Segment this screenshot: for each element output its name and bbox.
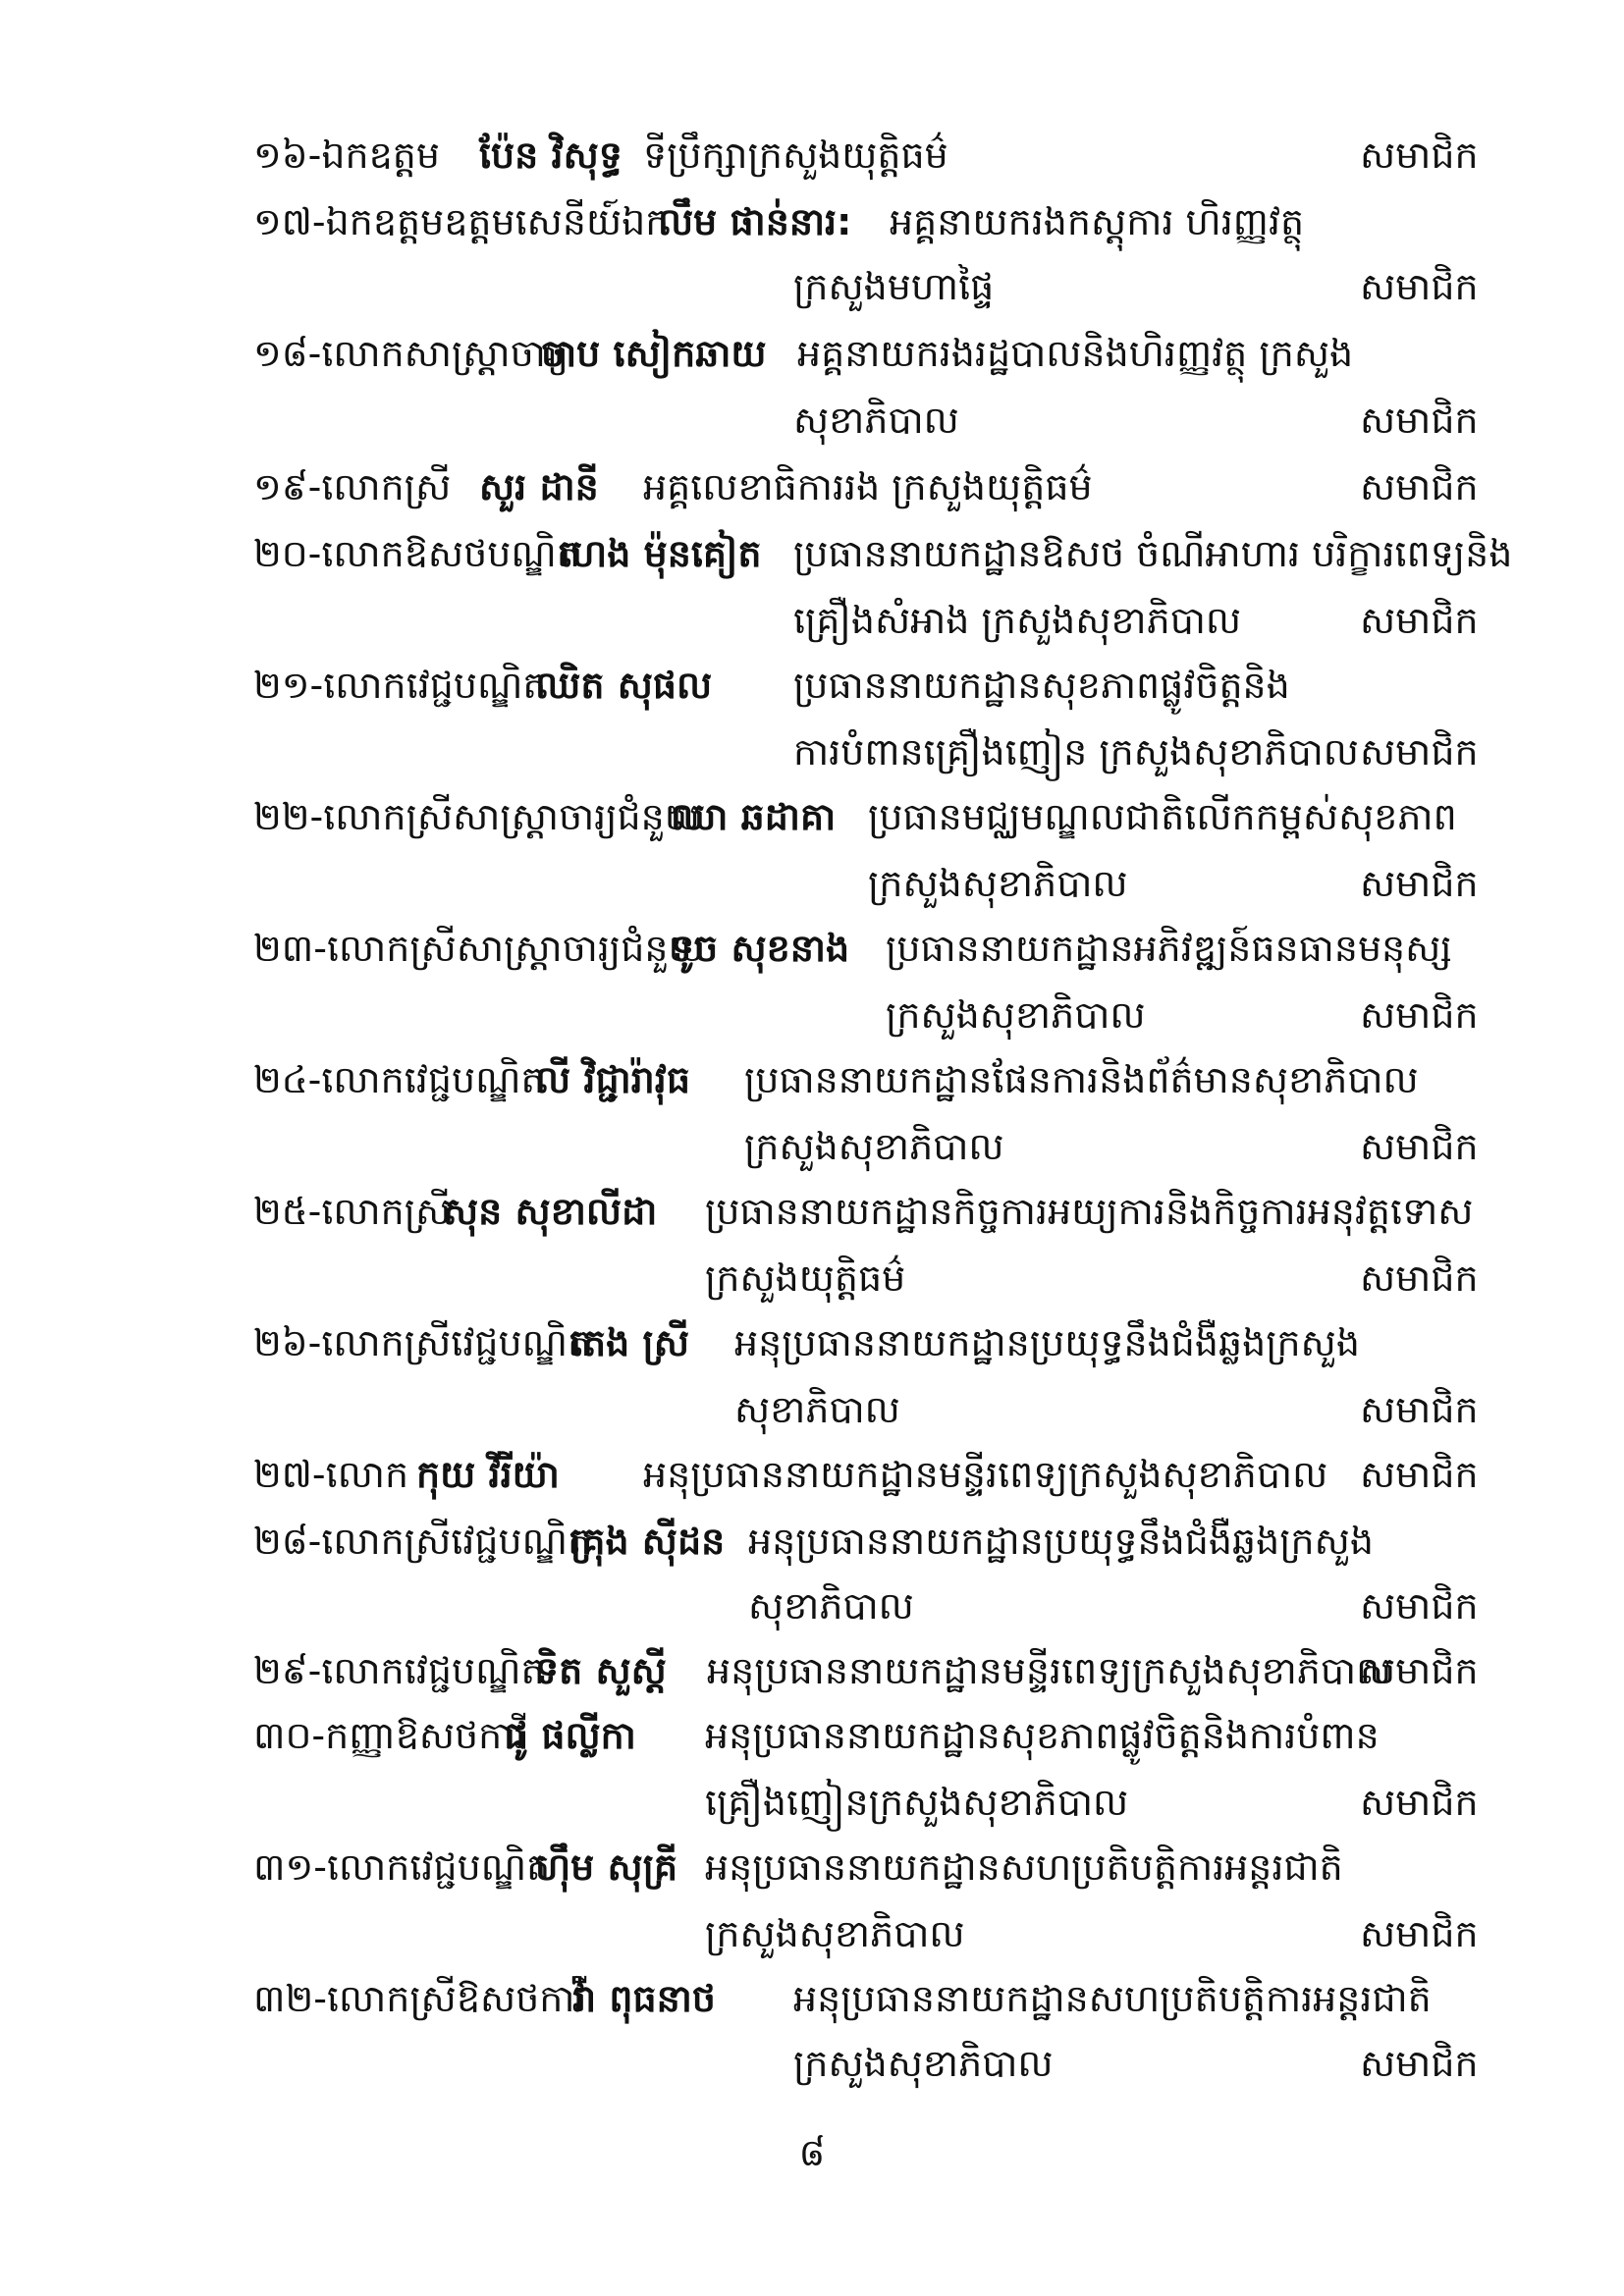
entry-name: សុន សុខាលីដា <box>443 1190 658 1233</box>
entry-status: សមាជិក <box>1360 730 1479 774</box>
entry-18 <box>0 324 1624 383</box>
entry-role: អគ្គលេខាធិការរង ក្រសួងយុត្តិធម៌ <box>643 465 1093 508</box>
entry-name: ឈា ឆដាគា <box>671 795 837 838</box>
entry-name: គ្រុង ស៊ីដន <box>570 1520 726 1563</box>
entry-role-cont: សុខាភិបាល <box>748 1584 914 1628</box>
entry-role: ប្រធានមជ្ឈមណ្ឌលជាតិលើកកម្ពស់សុខភាព <box>868 795 1457 838</box>
entry-name: ទិត សួស្ដី <box>535 1649 667 1692</box>
entry-26-cont <box>0 1380 1624 1439</box>
entry-prefix: ២៧-លោក <box>253 1453 409 1496</box>
entry-role-cont: គ្រឿងញៀនក្រសួងសុខាភិបាល <box>705 1781 1129 1824</box>
entry-prefix: ២៩-លោកវេជ្ជបណ្ឌិត <box>253 1649 545 1692</box>
entry-status: សមាជិក <box>1360 1256 1479 1300</box>
entry-name: កុយ វីរីយ៉ា <box>416 1453 560 1496</box>
entry-status: សមាជិក <box>1360 1584 1479 1628</box>
entry-20 <box>0 524 1624 583</box>
entry-role: ប្រធាននាយកដ្ឋានកិច្ចការអយ្យការនិងកិច្ចការអនុវត្តទោស <box>705 1190 1474 1233</box>
entry-status: សមាជិក <box>1360 265 1479 308</box>
entry-role-cont: ក្រសួងសុខាភិបាល <box>705 1912 965 1955</box>
entry-32 <box>0 1969 1624 2028</box>
entry-29 <box>0 1641 1624 1700</box>
entry-21-cont <box>0 722 1624 781</box>
entry-25 <box>0 1182 1624 1241</box>
entry-23 <box>0 919 1624 978</box>
entry-role-cont: ក្រសួងយុត្តិធម៌ <box>705 1256 906 1300</box>
entry-role: អនុប្រធាននាយកដ្ឋានប្រយុទ្ធនឹងជំងឺឆ្លងក្រសួង <box>748 1520 1374 1563</box>
entry-role: ប្រធាននាយកដ្ឋានអភិវឌ្ឍន៍ធនធានមនុស្ស <box>886 927 1452 970</box>
entry-status: សមាជិក <box>1360 399 1479 442</box>
entry-status: សមាជិក <box>1360 1125 1479 1168</box>
entry-name: តេង ស្រី <box>570 1321 690 1364</box>
entry-role: ប្រធាននាយកដ្ឋានសុខភាពផ្លូវចិត្តនិង <box>793 664 1290 707</box>
entry-role-cont: ក្រសួងសុខាភិបាល <box>886 993 1146 1037</box>
entry-prefix: ១៧-ឯកឧត្តមឧត្តមសេនីយ៍ឯក <box>253 200 670 243</box>
entry-26 <box>0 1313 1624 1372</box>
entry-role: អនុប្រធាននាយកដ្ឋានមន្ទីរពេទ្យក្រសួងសុខាភិបាល <box>643 1453 1328 1496</box>
page-number: ៨ <box>798 2131 826 2174</box>
entry-role: ទីប្រឹក្សាក្រសួងយុត្តិធម៌ <box>643 133 948 177</box>
entry-name: ឈិត សុផល <box>535 664 713 707</box>
entry-18-cont <box>0 391 1624 450</box>
entry-prefix: ៣២-លោកស្រីឱសថការី <box>253 1977 587 2020</box>
entry-name: ហ៊ឹម សុគ្រី <box>535 1845 678 1889</box>
entry-role: អនុប្រធាននាយកដ្ឋានសហប្រតិបត្តិការអន្តរជាតិ <box>705 1845 1343 1889</box>
entry-24 <box>0 1050 1624 1109</box>
entry-prefix: ២៣-លោកស្រីសាស្ត្រាចារ្យជំនួយ <box>253 927 704 970</box>
entry-role-cont: ក្រសួងមហាផ្ទៃ <box>793 265 995 308</box>
entry-name: ជូ ផល្លីកា <box>505 1714 636 1757</box>
entry-25-cont <box>0 1249 1624 1308</box>
entry-role-cont: ក្រសួងសុខាភិបាល <box>868 862 1128 905</box>
entry-28 <box>0 1512 1624 1571</box>
entry-23-cont <box>0 986 1624 1044</box>
entry-role: អនុប្រធាននាយកដ្ឋានមន្ទីរពេទ្យក្រសួងសុខាភិបាល <box>707 1649 1392 1692</box>
entry-name: ប៉ែន វិសុទ្ធ <box>479 133 623 177</box>
entry-19 <box>0 457 1624 516</box>
entry-22-cont <box>0 854 1624 913</box>
entry-prefix: ២១-លោកវេជ្ជបណ្ឌិត <box>253 664 547 707</box>
entry-27 <box>0 1445 1624 1504</box>
entry-prefix: ២៦-លោកស្រីវេជ្ជបណ្ឌិត <box>253 1321 592 1364</box>
entry-prefix: ១៨-លោកសាស្ត្រាចារ្យ <box>253 332 569 375</box>
entry-role: អនុប្រធាននាយកដ្ឋានសុខភាពផ្លូវចិត្តនិងការបំពាន <box>705 1714 1380 1757</box>
entry-28-cont <box>0 1576 1624 1635</box>
entry-status: សមាជិក <box>1360 599 1479 642</box>
entry-prefix: ១៦-ឯកឧត្តម <box>253 133 440 177</box>
entry-role: ប្រធាននាយកដ្ឋានផែនការនិងព័ត៌មានសុខាភិបាល <box>744 1058 1419 1101</box>
entry-status: សមាជិក <box>1360 1453 1479 1496</box>
entry-name: លឹម ផាន់នារ: <box>658 200 852 243</box>
entry-prefix: ២០-លោកឱសថបណ្ឌិត <box>253 532 580 575</box>
entry-17 <box>0 192 1624 251</box>
entry-21 <box>0 656 1624 715</box>
entry-role-cont: ក្រសួងសុខាភិបាល <box>793 2042 1054 2085</box>
entry-status: សមាជិក <box>1360 465 1479 508</box>
entry-20-cont <box>0 591 1624 650</box>
entry-16 <box>0 126 1624 185</box>
entry-17-cont <box>0 257 1624 316</box>
entry-prefix: ២៨-លោកស្រីវេជ្ជបណ្ឌិត <box>253 1520 592 1563</box>
entry-role-cont: ក្រសួងសុខាភិបាល <box>744 1125 1004 1168</box>
entry-name: លី វិជ្ជារ៉ាវុធ <box>535 1058 690 1101</box>
entry-31-cont <box>0 1904 1624 1963</box>
entry-prefix: ៣០-កញ្ញាឱសថការី <box>253 1714 526 1757</box>
entry-role-cont: គ្រឿងសំអាង ក្រសួងសុខាភិបាល <box>793 599 1242 642</box>
entry-prefix: ២៥-លោកស្រី <box>253 1190 452 1233</box>
entry-30-cont <box>0 1773 1624 1832</box>
entry-31 <box>0 1838 1624 1896</box>
entry-status: សមាជិក <box>1360 862 1479 905</box>
entry-name: សួរ ដានី <box>479 465 599 508</box>
entry-name: ហេង ម៉ុនគៀត <box>560 532 762 575</box>
entry-prefix: ២៤-លោកវេជ្ជបណ្ឌិត <box>253 1058 545 1101</box>
entry-role: អគ្គនាយករងរដ្ឋបាលនិងហិរញ្ញវត្ថុ ក្រសួង <box>797 332 1354 375</box>
entry-status: សមាជិក <box>1360 1388 1479 1431</box>
entry-role: អគ្គនាយករងកស្ដុការ ហិរញ្ញវត្ថុ <box>890 200 1305 243</box>
entry-role-cont: ការបំពានគ្រឿងញៀន ក្រសួងសុខាភិបាល <box>793 730 1359 774</box>
entry-status: សមាជិក <box>1360 1912 1479 1955</box>
entry-status: សមាជិក <box>1360 993 1479 1037</box>
entry-32-cont <box>0 2034 1624 2093</box>
entry-status: សមាជិក <box>1360 1781 1479 1824</box>
entry-22 <box>0 787 1624 846</box>
entry-role: ប្រធាននាយកដ្ឋានឱសថ ចំណីអាហារ បរិក្ខារពេទ្យនិង <box>793 532 1513 575</box>
entry-name: ចាប សៀកឆាយ <box>541 332 767 375</box>
entry-prefix: ៣១-លោកវេជ្ជបណ្ឌិត <box>253 1845 551 1889</box>
entry-role-cont: សុខាភិបាល <box>793 399 959 442</box>
entry-name: ទូច សុខនាង <box>671 927 850 970</box>
entry-role-cont: សុខាភិបាល <box>734 1388 900 1431</box>
entry-prefix: ២២-លោកស្រីសាស្ត្រាចារ្យជំនួយ <box>253 795 700 838</box>
entry-24-cont <box>0 1117 1624 1176</box>
entry-status: សមាជិក <box>1360 1649 1479 1692</box>
entry-prefix: ១៩-លោកស្រី <box>253 465 452 508</box>
entry-status: សមាជិក <box>1360 133 1479 177</box>
entry-30 <box>0 1706 1624 1765</box>
entry-status: សមាជិក <box>1360 2042 1479 2085</box>
entry-name: វ៉ា ពុធនាថ <box>572 1977 716 2020</box>
entry-role: អនុប្រធាននាយកដ្ឋានប្រយុទ្ធនឹងជំងឺឆ្លងក្រសួង <box>734 1321 1360 1364</box>
entry-role: អនុប្រធាននាយកដ្ឋានសហប្រតិបត្តិការអន្តរជាតិ <box>793 1977 1432 2020</box>
